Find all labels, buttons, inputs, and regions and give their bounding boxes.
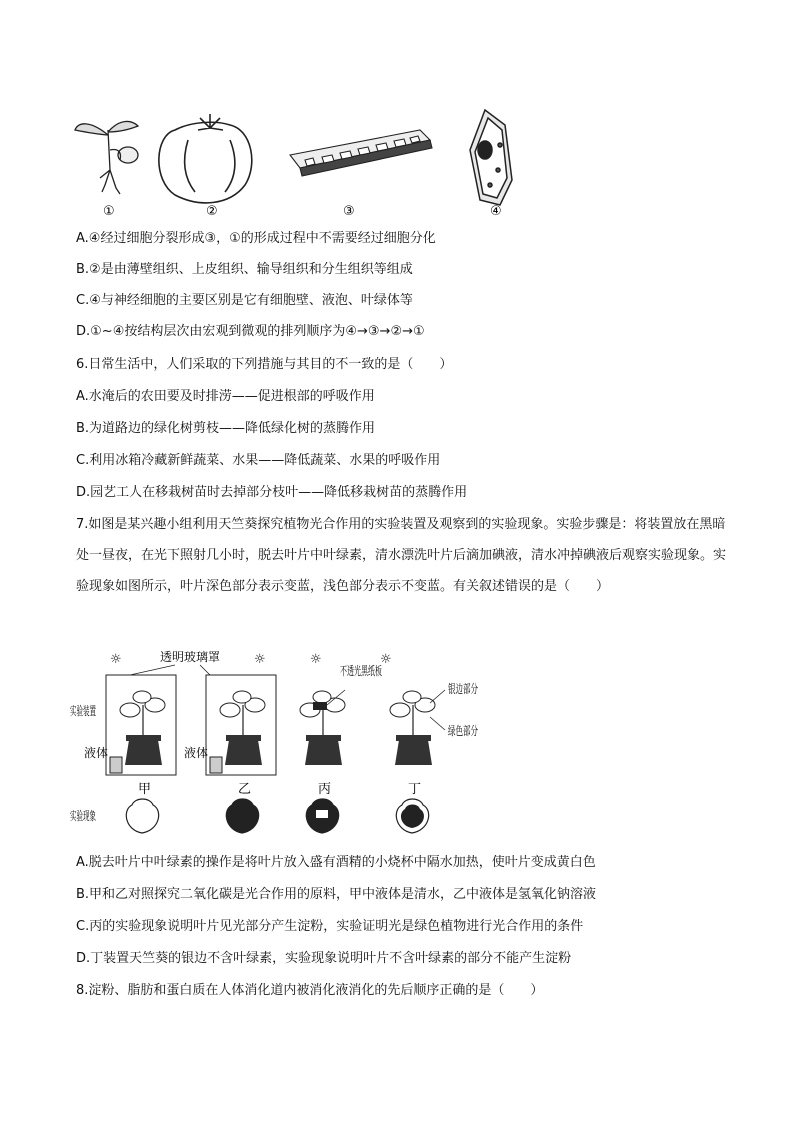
q7-stem: 7.如图是某兴趣小组利用天竺葵探究植物光合作用的实验装置及观察到的实验现象。实验步骤是：将装置放在黑暗处一昼夜，在光下照射几小时，脱去叶片中叶绿素，清水漂洗叶片后滴加碘液，清水冲掉碘液后观察实验现象。实验现象如图所示，叶片深色部分表示变蓝，浅色部分表示不变蓝。有关叙述错误的是（ ） [76,517,727,594]
green-part-label: 绿色部分 [448,724,497,738]
label-4: ④ [490,204,502,219]
group-ding-setup [390,690,445,765]
seedling-drawing [75,121,138,194]
group-yi-setup [184,675,276,775]
label-3: ③ [343,204,355,219]
q5-option-d: D.①~④按结构层次由宏观到微观的排列顺序为④→③→②→① [76,324,425,339]
q7-option-a: A.脱去叶片中叶绿素的操作是将叶片放入盛有酒精的小烧杯中隔水加热，使叶片变成黄白色 [76,855,596,870]
black-paper-label: 不透光黑纸板 [340,664,413,678]
q6-option-a: A.水淹后的农田要及时排涝——促进根部的呼吸作用 [76,389,375,404]
label-1: ① [103,204,115,219]
result-leaf-jia [126,799,158,833]
liquid-label: 液体 [84,746,109,760]
photosynthesis-experiment-figure [70,645,497,840]
q6-option-b: B.为道路边的绿化树剪枝——降低绿化树的蒸腾作用 [76,421,376,436]
tomato-drawing [159,114,252,203]
q7-option-b: B.甲和乙对照探究二氧化碳是光合作用的原料，甲中液体是清水，乙中液体是氢氧化钠溶液 [76,887,597,902]
q6-stem: 6.日常生活中，人们采取的下列措施与其目的不一致的是（ ） [76,357,453,372]
group-label-jia: 甲 [138,782,152,797]
q7-option-d: D.丁装置天竺葵的银边不含叶绿素，实验现象说明叶片不含叶绿素的部分不能产生淀粉 [76,951,572,966]
group-label-bing: 丙 [318,782,332,797]
q6-option-c: C.利用冰箱冷藏新鲜蔬菜、水果——降低蔬菜、水果的呼吸作用 [76,453,441,468]
sun-icon: ☼ [110,652,122,667]
group-jia-setup [84,675,176,775]
q6-option-d: D.园艺工人在移栽树苗时去掉部分枝叶——降低移栽树苗的蒸腾作用 [76,485,468,500]
structure-levels-figure [60,100,520,220]
result-row-label: 实验现象 [70,809,119,823]
group-label-yi: 乙 [238,782,252,797]
setup-row-label: 实验装置 [70,704,119,718]
group-bing-setup [300,690,345,765]
q7-option-c: C.丙的实验现象说明叶片见光部分产生淀粉，实验证明光是绿色植物进行光合作用的条件 [76,919,584,934]
label-2: ② [206,204,218,219]
q5-option-b: B.②是由薄壁组织、上皮组织、输导组织和分生组织等组成 [76,262,413,277]
tissue-drawing [290,130,432,176]
result-leaf-yi [226,799,258,833]
silver-edge-label: 银边部分 [448,682,497,696]
sun-icon: ☼ [380,652,392,667]
q5-option-c: C.④与神经细胞的主要区别是它有细胞壁、液泡、叶绿体等 [76,293,413,308]
glass-cover-label: 透明玻璃罩 [160,650,221,664]
liquid-label: 液体 [184,746,209,760]
q8-stem: 8.淀粉、脂肪和蛋白质在人体消化道内被消化液消化的先后顺序正确的是（ ） [76,983,544,998]
group-label-ding: 丁 [408,782,422,797]
q5-option-a: A.④经过细胞分裂形成③，①的形成过程中不需要经过细胞分化 [76,231,436,246]
sun-icon: ☼ [310,652,322,667]
result-leaf-bing [306,799,338,833]
result-leaf-ding [396,799,428,833]
plant-cell-drawing [470,110,512,205]
sun-icon: ☼ [254,652,266,667]
